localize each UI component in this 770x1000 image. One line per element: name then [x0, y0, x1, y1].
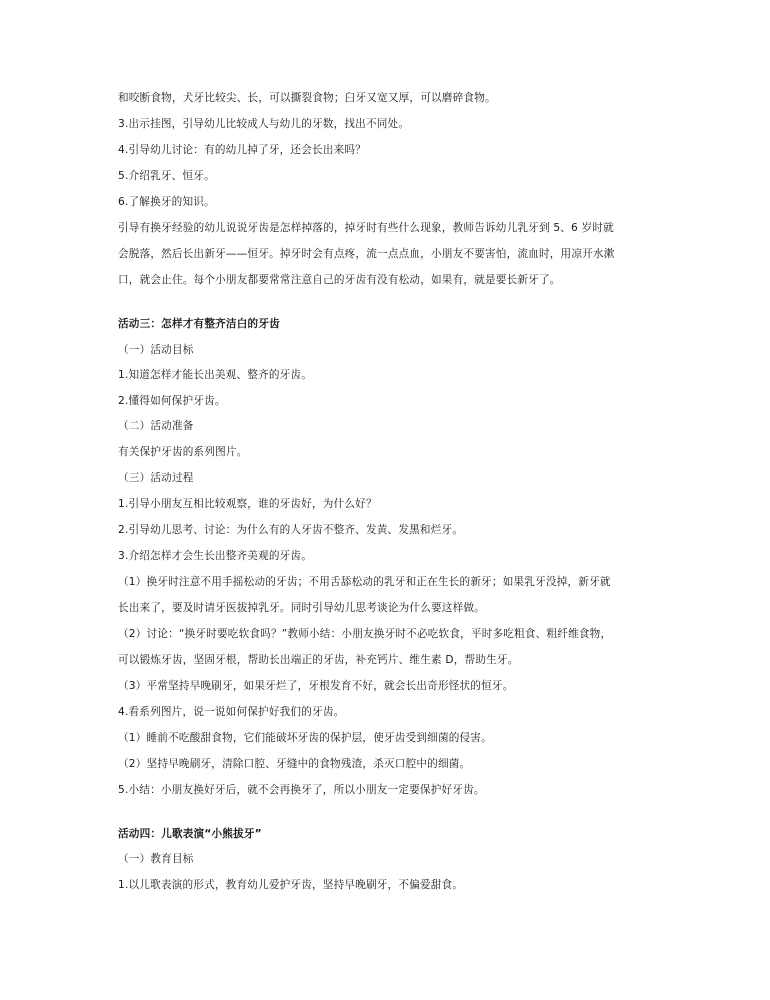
text-line: 1.知道怎样才能长出美观、整齐的牙齿。	[118, 369, 312, 381]
text-line: 1.引导小朋友互相比较观察，谁的牙齿好，为什么好？	[118, 498, 377, 510]
text-line: 3.介绍怎样才会生长出整齐美观的牙齿。	[118, 550, 312, 562]
section-heading: 活动四：儿歌表演“小熊拔牙”	[118, 828, 262, 840]
text-line: （2）坚持早晚刷牙，清除口腔、牙缝中的食物残渣，杀灭口腔中的细菌。	[118, 758, 471, 770]
text-line: （2）讨论：“换牙时要吃软食吗？”教师小结：小朋友换牙时不必吃软食，平时多吃粗食、粗纤维食物，	[118, 628, 612, 640]
text-line: 会脱落，然后长出新牙——恒牙。掉牙时会有点疼，流一点点血，小朋友不要害怕，流血时，用凉开水漱	[118, 248, 615, 260]
text-line: 口，就会止住。每个小朋友都要常常注意自己的牙齿有没有松动，如果有，就是要长新牙了。	[118, 274, 561, 286]
text-line: 5.小结：小朋友换好牙后，就不会再换牙了，所以小朋友一定要保护好牙齿。	[118, 784, 485, 796]
text-line: 4.引导幼儿讨论：有的幼儿掉了牙，还会长出来吗？	[118, 144, 366, 156]
section-heading: 活动三：怎样才有整齐洁白的牙齿	[118, 318, 280, 330]
text-line: （3）平常坚持早晚刷牙，如果牙烂了，牙根发育不好，就会长出奇形怪状的恒牙。	[118, 680, 514, 692]
text-line: 6.了解换牙的知识。	[118, 196, 215, 208]
text-line: 4.看系列图片，说一说如何保护好我们的牙齿。	[118, 706, 345, 718]
text-line: （一）教育目标	[118, 853, 194, 865]
text-line: 2.引导幼儿思考、讨论：为什么有的人牙齿不整齐、发黄、发黑和烂牙。	[118, 524, 464, 536]
text-line: 有关保护牙齿的系列图片。	[118, 446, 248, 458]
text-line: （一）活动目标	[118, 344, 194, 356]
text-line: （1）睡前不吃酸甜食物，它们能破坏牙齿的保护层，使牙齿受到细菌的侵害。	[118, 732, 492, 744]
text-line: 2.懂得如何保护牙齿。	[118, 395, 226, 407]
text-line: 引导有换牙经验的幼儿说说牙齿是怎样掉落的，掉牙时有些什么现象，教师告诉幼儿乳牙到 5、6 岁时就	[118, 222, 614, 234]
text-line: （二）活动准备	[118, 420, 194, 432]
text-line: （三）活动过程	[118, 472, 194, 484]
text-line: 3.出示挂图，引导幼儿比较成人与幼儿的牙数，找出不同处。	[118, 118, 410, 130]
text-line: 5.介绍乳牙、恒牙。	[118, 170, 215, 182]
text-line: 1.以儿歌表演的形式，教育幼儿爱护牙齿，坚持早晚刷牙，不偏爱甜食。	[118, 879, 464, 891]
text-line: （1）换牙时注意不用手摇松动的牙齿；不用舌舔松动的乳牙和正在生长的新牙；如果乳牙没掉，新牙就	[118, 576, 611, 588]
text-line: 长出来了，要及时请牙医拔掉乳牙。同时引导幼儿思考谈论为什么要这样做。	[118, 602, 485, 614]
text-line: 可以锻炼牙齿，坚固牙根，帮助长出端正的牙齿，补充钙片、维生素 D，帮助生牙。	[118, 654, 519, 666]
text-line: 和咬断食物，犬牙比较尖、长，可以撕裂食物；臼牙又宽又厚，可以磨碎食物。	[118, 92, 496, 104]
